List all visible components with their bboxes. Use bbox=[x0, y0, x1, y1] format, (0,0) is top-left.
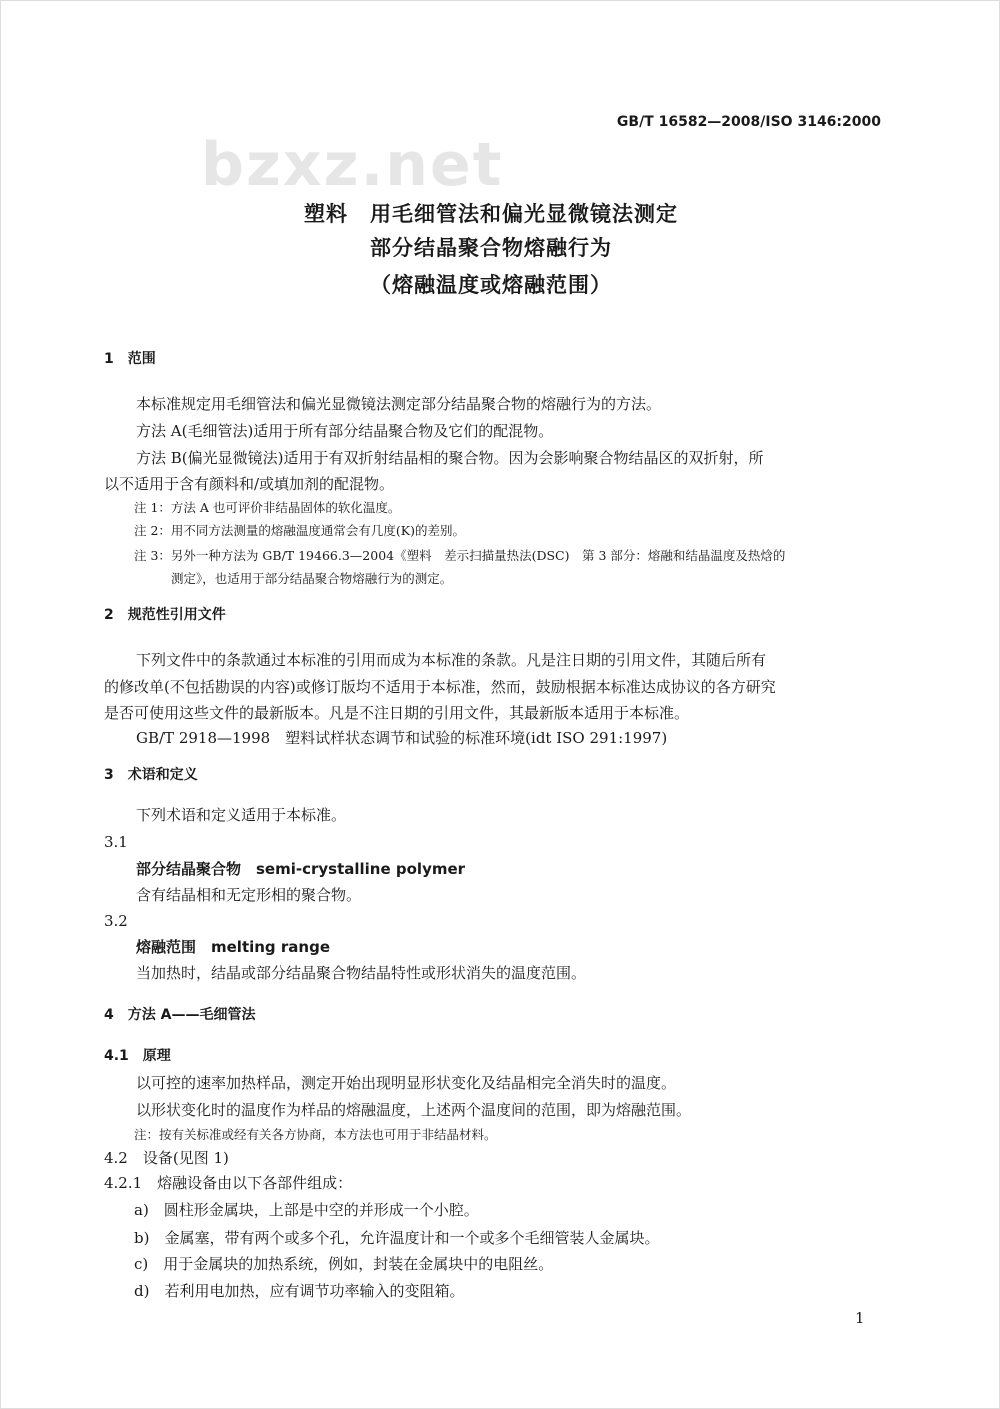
note-line: 注 1：方法 A 也可评价非结晶固体的软化温度。 bbox=[134, 500, 401, 515]
section-heading: 4.1 原理 bbox=[104, 1048, 171, 1064]
text-line: 熔融范围 melting range bbox=[136, 938, 331, 956]
title-line-2: 部分结晶聚合物熔融行为 bbox=[370, 236, 612, 260]
page-number: 1 bbox=[855, 1309, 865, 1327]
text-line: 当加热时，结晶或部分结晶聚合物结晶特性或形状消失的温度范围。 bbox=[136, 964, 587, 982]
text-line: c) 用于金属块的加热系统，例如，封装在金属块中的电阻丝。 bbox=[134, 1255, 554, 1273]
text-line: 4.2 设备(见图 1) bbox=[104, 1149, 229, 1167]
text-line: d) 若利用电加热，应有调节功率输入的变阻箱。 bbox=[134, 1282, 465, 1300]
text-line: 以形状变化时的温度作为样品的熔融温度，上述两个温度间的范围，即为熔融范围。 bbox=[136, 1101, 692, 1119]
text-line: 以不适用于含有颜料和/或填加剂的配混物。 bbox=[104, 475, 395, 493]
text-line: a) 圆柱形金属块，上部是中空的并形成一个小腔。 bbox=[134, 1201, 479, 1219]
text-line: 部分结晶聚合物 semi-crystalline polymer bbox=[136, 860, 466, 878]
standard-number-header: GB/T 16582—2008/ISO 3146:2000 bbox=[616, 114, 881, 130]
title-line-3: （熔融温度或熔融范围） bbox=[370, 273, 612, 297]
note-line: 注 2：用不同方法测量的熔融温度通常会有几度(K)的差别。 bbox=[134, 523, 466, 538]
text-line: 的修改单(不包括勘误的内容)或修订版均不适用于本标准，然而，鼓励根据本标准达成协议的各方研究 bbox=[104, 678, 776, 696]
text-line: 以可控的速率加热样品，测定开始出现明显形状变化及结晶相完全消失时的温度。 bbox=[136, 1074, 677, 1092]
text-line: 方法 A(毛细管法)适用于所有部分结晶聚合物及它们的配混物。 bbox=[136, 422, 554, 440]
watermark: bzxz.net bbox=[201, 130, 504, 200]
text-line: GB/T 2918—1998 塑料试样状态调节和试验的标准环境(idt ISO 291:1997) bbox=[136, 729, 668, 747]
text-line: 是否可使用这些文件的最新版本。凡是不注日期的引用文件，其最新版本适用于本标准。 bbox=[104, 704, 690, 722]
text-line: 本标准规定用毛细管法和偏光显微镜法测定部分结晶聚合物的熔融行为的方法。 bbox=[136, 395, 662, 413]
note-line: 注 3：另外一种方法为 GB/T 19466.3—2004《塑料 差示扫描量热法(DSC) 第 3 部分：熔融和结晶温度及热焓的 bbox=[134, 548, 786, 563]
text-line: 下列文件中的条款通过本标准的引用而成为本标准的条款。凡是注日期的引用文件，其随后所有 bbox=[136, 651, 767, 669]
text-line: 方法 B(偏光显微镜法)适用于有双折射结晶相的聚合物。因为会影响聚合物结晶区的双折射，所 bbox=[136, 449, 764, 467]
title-line-1: 塑料 用毛细管法和偏光显微镜法测定 bbox=[304, 202, 678, 226]
text-line: b) 金属塞，带有两个或多个孔，允许温度计和一个或多个毛细管装人金属块。 bbox=[134, 1229, 660, 1247]
text-line: 3.2 bbox=[104, 912, 128, 930]
note-line: 注：按有关标准或经有关各方协商，本方法也可用于非结晶材料。 bbox=[134, 1127, 497, 1142]
section-heading: 4 方法 A——毛细管法 bbox=[104, 1007, 256, 1023]
text-line: 含有结晶相和无定形相的聚合物。 bbox=[136, 886, 362, 904]
section-heading: 2 规范性引用文件 bbox=[104, 607, 226, 623]
section-heading: 1 范围 bbox=[104, 351, 156, 367]
section-heading: 3 术语和定义 bbox=[104, 767, 198, 783]
text-line: 下列术语和定义适用于本标准。 bbox=[136, 806, 347, 824]
text-line: 3.1 bbox=[104, 833, 128, 851]
note-line: 测定》，也适用于部分结晶聚合物熔融行为的测定。 bbox=[171, 571, 453, 586]
text-line: 4.2.1 熔融设备由以下各部件组成： bbox=[104, 1174, 353, 1192]
